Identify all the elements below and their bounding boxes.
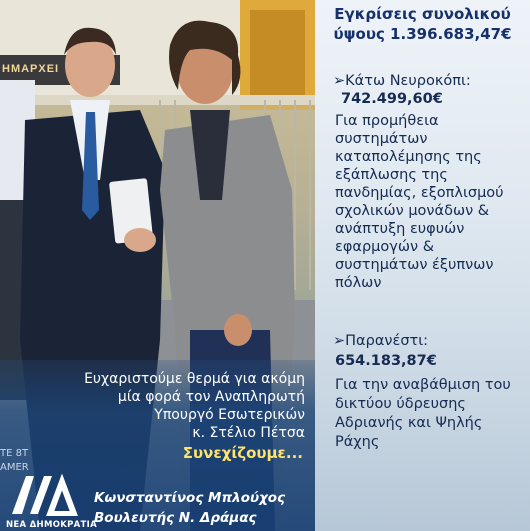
item2-place-row <box>333 332 526 350</box>
thanks-line-4: κ. Στέλιο Πέτσα <box>192 425 305 441</box>
thanks-line-2: μία φορά τον Αναπληρωτή <box>117 389 305 405</box>
panel-title-line-2: ύψους 1.396.683,47€ <box>333 25 512 43</box>
panel-title-line-1: Εγκρίσεις συνολικού <box>334 5 511 23</box>
item1-desc-1: Για προμήθεια <box>335 113 439 129</box>
item2-amount: 654.183,87€ <box>335 353 437 369</box>
nd-logo-mark <box>6 472 80 516</box>
building-sign: ΗΜΑΡΧΕΙ <box>2 63 60 75</box>
bullet-arrow-icon: ➢ <box>333 333 346 349</box>
item1-desc-3: καταπολέμησης της <box>335 149 482 165</box>
bullet-arrow-icon: ➢ <box>333 73 346 89</box>
item1-place-row <box>333 72 526 90</box>
item1-desc-5: πανδημίας, εξοπλισμού <box>335 185 504 201</box>
signature-name: Κωνσταντίνος Μπλούχος <box>94 490 286 506</box>
stray-text: ΤΕ 8Τ <box>0 448 29 459</box>
item1-desc-4: εξάπλωσης της <box>335 167 448 183</box>
item2-place: Παρανέστι: <box>345 333 429 349</box>
item1-desc-10: πόλων <box>335 275 382 291</box>
item1-desc-7: ανάπτυξη ευφυών <box>335 221 465 237</box>
item1-amount: 742.499,60€ <box>341 91 443 107</box>
item2-desc-2: δικτύου ύδρευσης <box>335 396 466 412</box>
item2-desc-3: Αδριανής και Ψηλής <box>335 415 483 431</box>
item2-desc-1: Για την αναβάθμιση του <box>335 377 511 393</box>
stray-text-2: AMER <box>0 462 29 473</box>
nd-logo <box>6 472 97 530</box>
nd-logo-text: ΝΕΑ ΔΗΜΟΚΡΑΤΙΑ <box>6 520 97 530</box>
signature-role: Βουλευτής Ν. Δράμας <box>94 510 257 526</box>
item1-desc-2: συστημάτων <box>335 131 428 147</box>
item2-desc-4: Ράχης <box>335 434 380 450</box>
approvals-panel <box>315 0 530 531</box>
panel-title <box>315 4 530 44</box>
item1-desc-9: συστημάτων έξυπνων <box>335 257 494 273</box>
item1-desc-6: σχολικών μονάδων & <box>335 203 490 219</box>
item1-desc-8: εφαρμογών & <box>335 239 435 255</box>
thanks-line-3: Υπουργό Εσωτερικών <box>154 407 305 423</box>
item1-place: Κάτω Νευροκόπι: <box>345 73 471 89</box>
bottom-caption-area <box>0 360 315 531</box>
thanks-line-1: Ευχαριστούμε θερμά για ακόμη <box>84 371 305 387</box>
continue-label: Συνεχίζουμε... <box>182 444 303 462</box>
